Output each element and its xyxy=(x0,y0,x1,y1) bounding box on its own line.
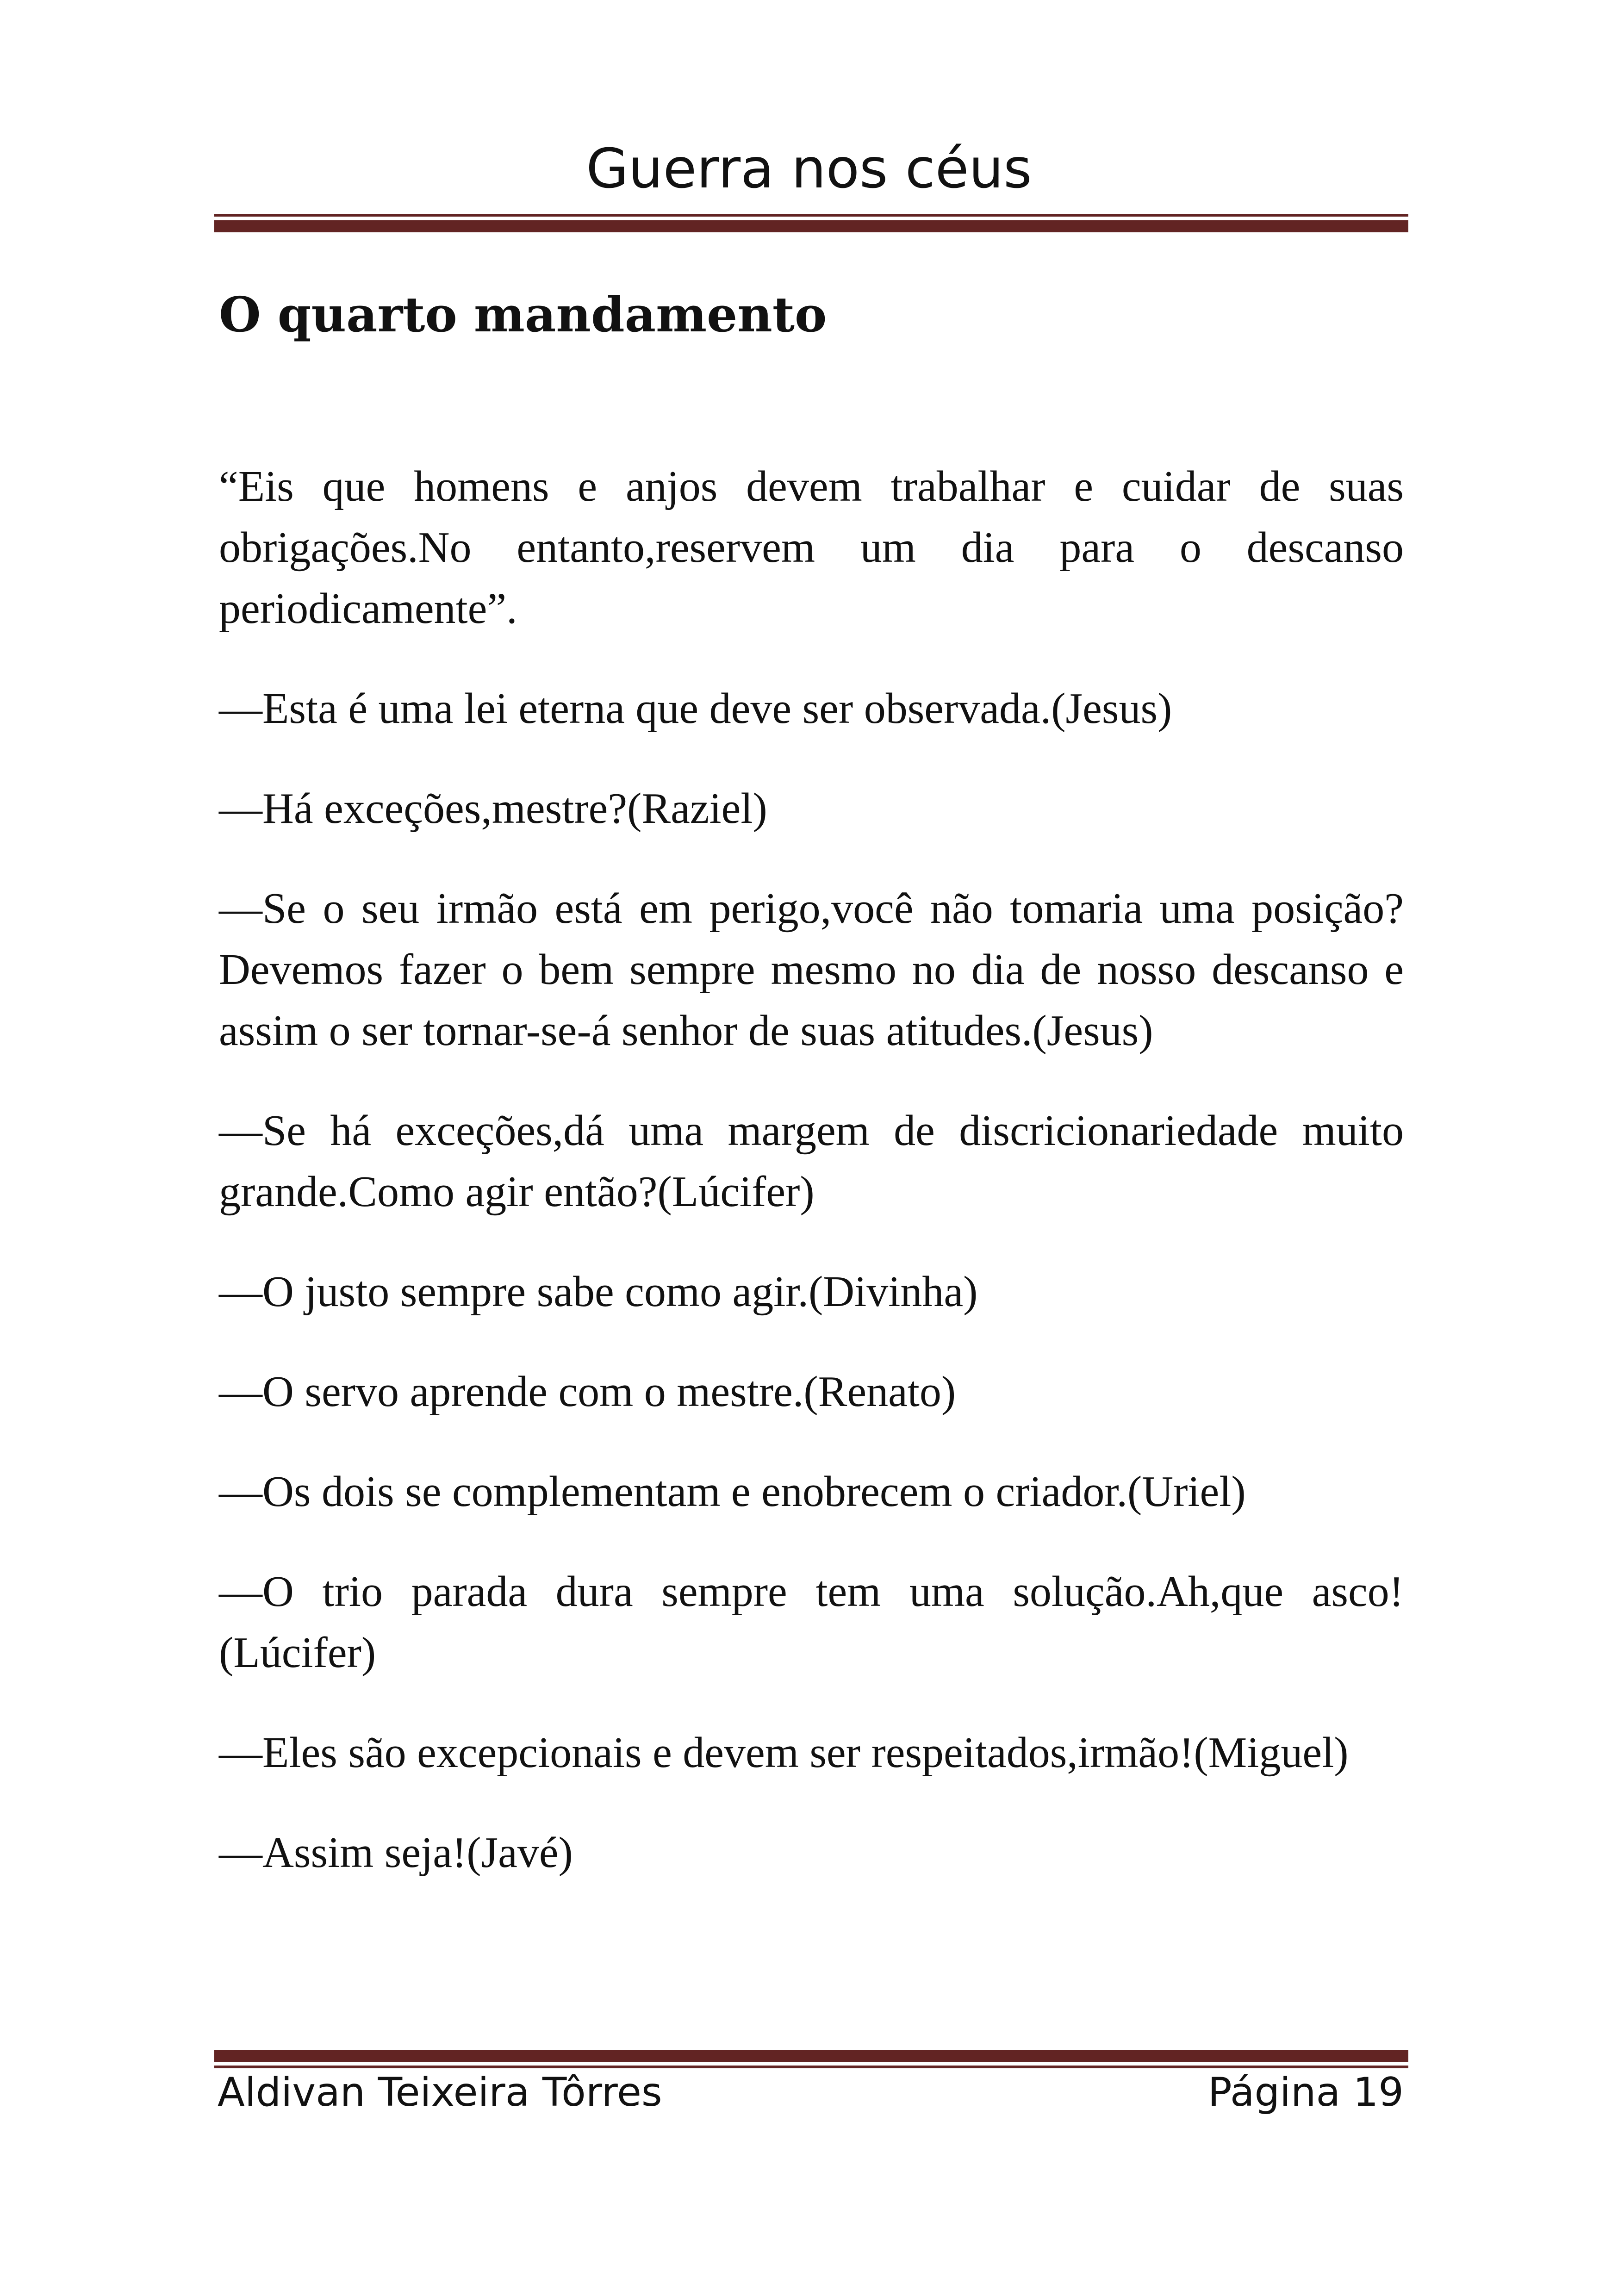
paragraph: —O servo aprende com o mestre.(Renato) xyxy=(219,1368,956,1416)
paragraph: —Eles são excepcionais e devem ser respeitados,irmão!(Miguel) xyxy=(219,1729,1349,1777)
chapter-title: O quarto mandamento xyxy=(219,286,827,343)
paragraph: —O trio parada dura sempre tem uma solução.Ah,que asco!(Lúcifer) xyxy=(219,1568,1404,1677)
body-text xyxy=(219,456,1404,1922)
footer-rule-thin xyxy=(214,2066,1408,2068)
paragraph: —O justo sempre sabe como agir.(Divinha) xyxy=(219,1268,978,1316)
paragraph: —Assim seja!(Javé) xyxy=(219,1829,573,1877)
paragraph: —Se há exceções,dá uma margem de discricionariedade muito grande.Como agir então?(Lúcifer) xyxy=(219,1107,1404,1216)
paragraph: —Esta é uma lei eterna que deve ser observada.(Jesus) xyxy=(219,684,1172,733)
running-header-title: Guerra nos céus xyxy=(586,137,1032,200)
header-rule-thick xyxy=(214,220,1408,232)
header-rule-thin xyxy=(214,214,1408,217)
paragraph: —Há exceções,mestre?(Raziel) xyxy=(219,784,767,833)
paragraph: —Se o seu irmão está em perigo,você não tomaria uma posição?Devemos fazer o bem sempre mesmo no dia de nosso descanso e assim o ser tornar-se-á senhor de suas atitudes.(Jesus) xyxy=(219,884,1404,1055)
footer-author: Aldivan Teixeira Tôrres xyxy=(218,2069,662,2116)
paragraph: “Eis que homens e anjos devem trabalhar e cuidar de suas obrigações.No entanto,reservem um dia para o descanso periodicamente”. xyxy=(219,462,1404,633)
footer-page-number: Página 19 xyxy=(1207,2069,1404,2116)
footer-rule-thick xyxy=(214,2050,1408,2062)
paragraph: —Os dois se complementam e enobrecem o criador.(Uriel) xyxy=(219,1468,1246,1516)
